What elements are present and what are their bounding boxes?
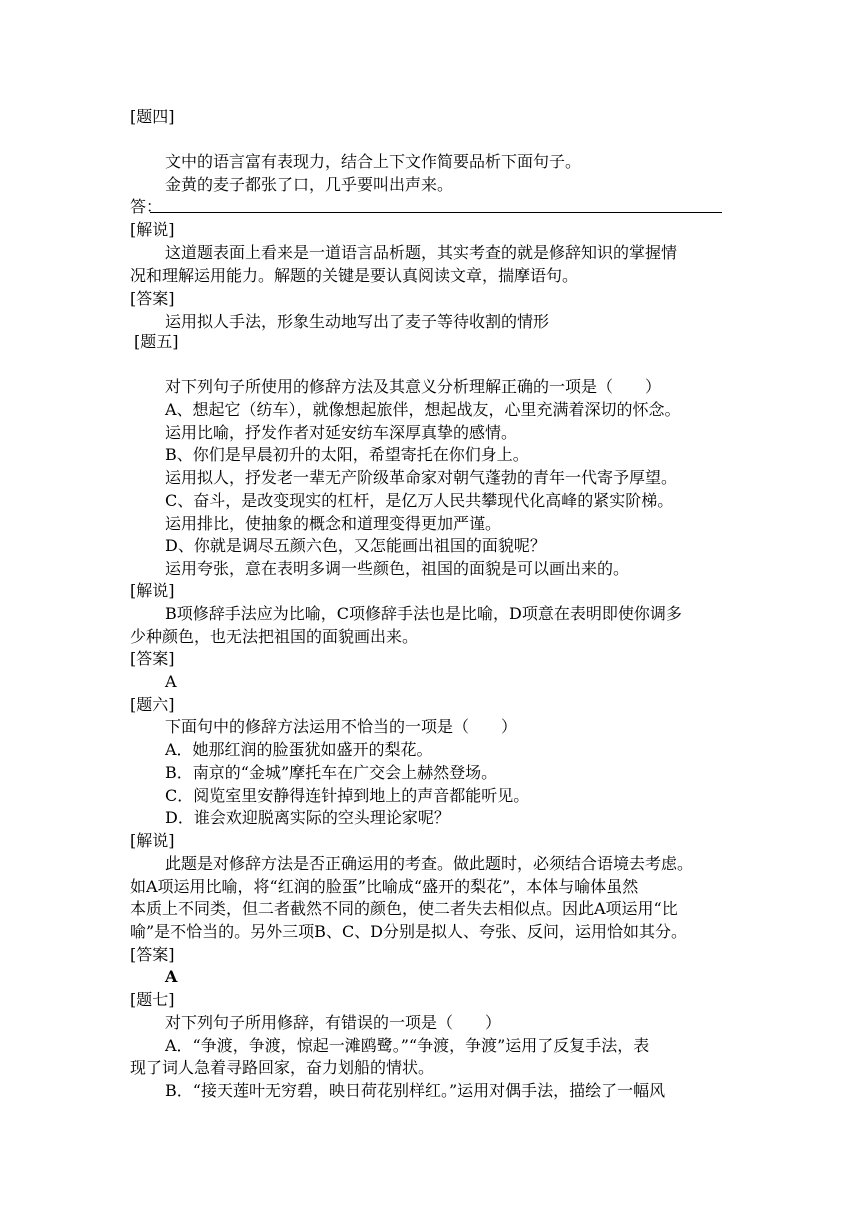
text-line: 运用拟人，抒发老一辈无产阶级革命家对朝气蓬勃的青年一代寄予厚望。 <box>165 468 678 487</box>
text-line: [解说] <box>130 581 175 600</box>
text-line: [题四] <box>130 107 175 126</box>
text-line: A．“争渡，争渡，惊起一滩鸥鹭。”“争渡，争渡”运用了反复手法，表 <box>165 1036 650 1055</box>
text-line: A <box>165 967 178 986</box>
text-line: A．她那红润的脸蛋犹如盛开的梨花。 <box>165 740 433 759</box>
text-line: [答案] <box>130 945 175 964</box>
text-line: B．南京的“金城”摩托车在广交会上赫然登场。 <box>165 763 498 782</box>
text-line: 现了词人急着寻路回家，奋力划船的情状。 <box>130 1058 435 1077</box>
text-line: 对下列句子所使用的修辞方法及其意义分析理解正确的一项是（ ） <box>165 377 662 396</box>
text-line: 况和理解运用能力。解题的关键是要认真阅读文章，揣摩语句。 <box>130 266 579 285</box>
text-line: 此题是对修辞方法是否正确运用的考查。做此题时，必须结合语境去考虑。 <box>165 854 694 873</box>
text-line: [答案] <box>130 289 175 308</box>
text-line: [答案] <box>130 649 175 668</box>
text-line: D、你就是调尽五颜六色，又怎能画出祖国的面貌呢？ <box>165 536 546 555</box>
text-line: B．“接天莲叶无穷碧，映日荷花别样红。”运用对偶手法，描绘了一幅风 <box>165 1081 666 1100</box>
text-line: B、你们是早晨初升的太阳，希望寄托在你们身上。 <box>165 445 529 464</box>
text-line: 这道题表面上看来是一道语言品析题，其实考查的就是修辞知识的掌握情 <box>165 243 678 262</box>
text-line: C、奋斗，是改变现实的杠杆，是亿万人民共攀现代化高峰的紧实阶梯。 <box>165 491 674 510</box>
text-line: [题六] <box>130 695 175 714</box>
text-line: [解说] <box>130 831 175 850</box>
answer-blank-line[interactable] <box>150 212 722 213</box>
text-line: 文中的语言富有表现力，结合上下文作简要品析下面句子。 <box>165 152 582 171</box>
text-line: 对下列句子所用修辞，有错误的一项是（ ） <box>165 1013 502 1032</box>
text-line: 本质上不同类，但二者截然不同的颜色，使二者失去相似点。因此A项运用“比 <box>130 899 678 918</box>
text-line: 运用夸张，意在表明多调一些颜色，祖国的面貌是可以画出来的。 <box>165 559 630 578</box>
text-line: 金黄的麦子都张了口，几乎要叫出声来。 <box>165 175 454 194</box>
text-line: 如A项运用比喻，将“红润的脸蛋”比喻成“盛开的梨花”，本体与喻体虽然 <box>130 877 639 896</box>
text-line: 下面句中的修辞方法运用不恰当的一项是（ ） <box>165 717 518 736</box>
text-line: B项修辞手法应为比喻，C项修辞手法也是比喻，D项意在表明即使你调多 <box>165 604 682 623</box>
text-line: [解说] <box>130 220 175 239</box>
text-line: C．阅览室里安静得连针掉到地上的声音都能听见。 <box>165 786 530 805</box>
text-line: D．谁会欢迎脱离实际的空头理论家呢？ <box>165 808 450 827</box>
text-line: 运用拟人手法，形象生动地写出了麦子等待收割的情形 <box>165 312 550 331</box>
text-line: 少种颜色，也无法把祖国的面貌画出来。 <box>130 627 419 646</box>
text-line: 运用排比，使抽象的概念和道理变得更加严谨。 <box>165 514 502 533</box>
text-line: 答： <box>130 197 163 216</box>
text-line: A <box>165 672 177 691</box>
text-line: A、想起它（纺车），就像想起旅伴，想起战友，心里充满着深切的怀念。 <box>165 400 681 419</box>
text-line: [题五] <box>134 332 179 351</box>
text-line: [题七] <box>130 990 175 1009</box>
text-line: 运用比喻，抒发作者对延安纺车深厚真挚的感情。 <box>165 423 518 442</box>
text-line: 喻”是不恰当的。另外三项B、C、D分别是拟人、夸张、反问，运用恰如其分。 <box>130 922 688 941</box>
